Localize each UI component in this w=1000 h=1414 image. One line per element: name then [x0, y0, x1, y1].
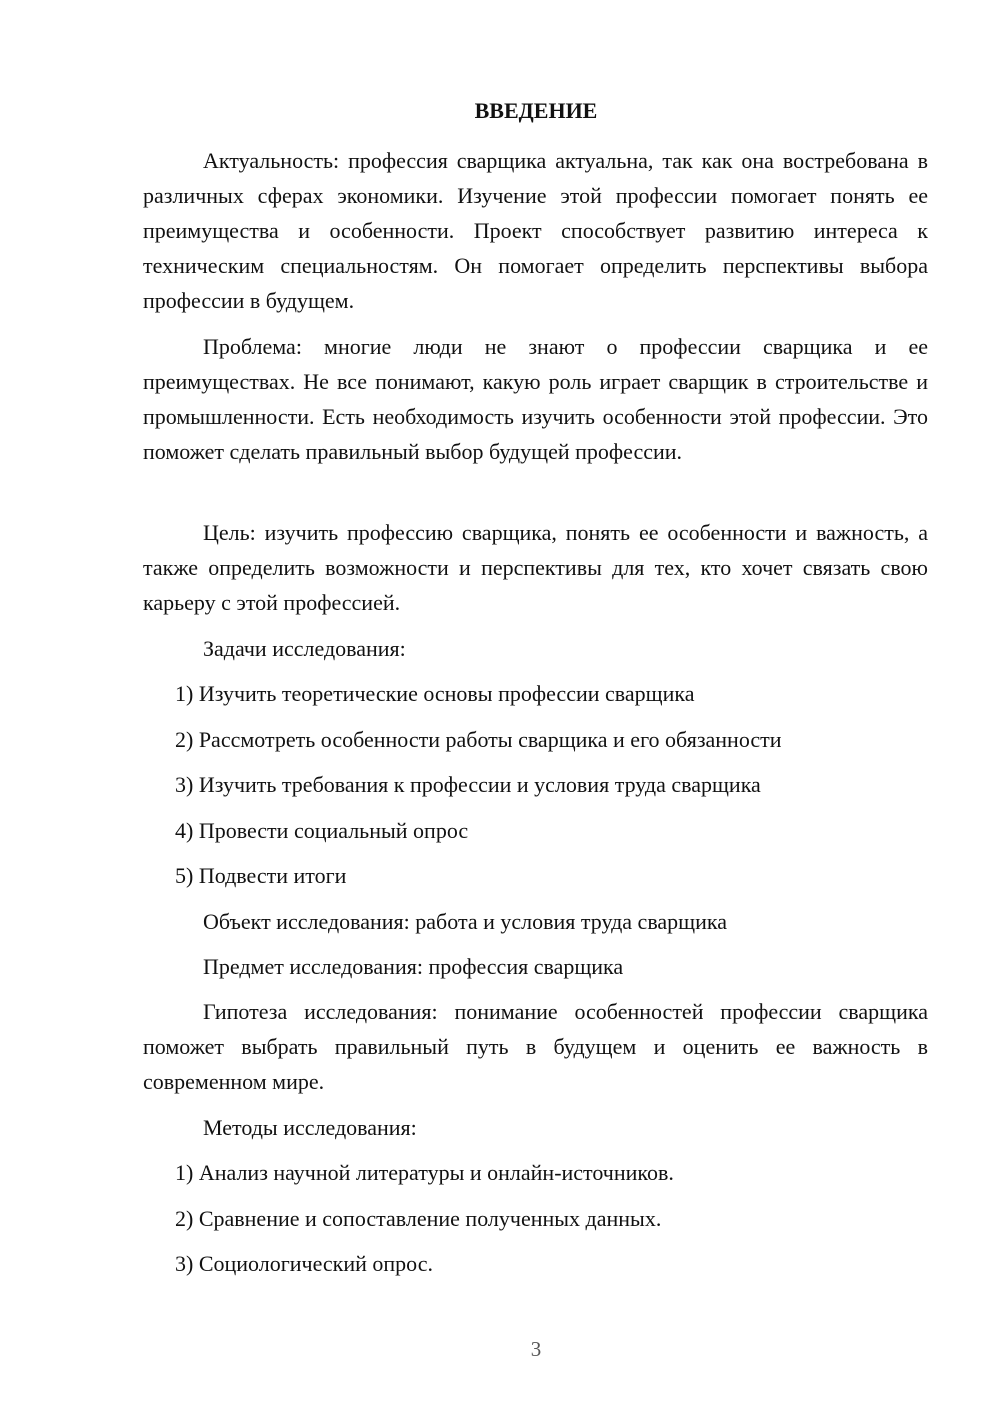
method-item: 3) Социологический опрос. [175, 1251, 433, 1276]
task-item: 4) Провести социальный опрос [175, 818, 469, 843]
goal-paragraph: Цель: изучить профессию сварщика, понять ее особенности и важность, а также определить возможности и перспективы для тех, кто хочет связать свою карьеру с этой профессией. [143, 520, 928, 615]
method-item: 1) Анализ научной литературы и онлайн-источников. [175, 1160, 674, 1185]
method-item: 2) Сравнение и сопоставление полученных данных. [175, 1206, 662, 1231]
tasks-heading: Задачи исследования: [203, 636, 406, 661]
task-item: 2) Рассмотреть особенности работы сварщика и его обязанности [175, 727, 782, 752]
task-item: 3) Изучить требования к профессии и условия труда сварщика [175, 772, 761, 797]
page-number: 3 [530, 1337, 542, 1361]
problem-paragraph: Проблема: многие люди не знают о профессии сварщика и ее преимуществах. Не все понимают, какую роль играет сварщик в строительстве и промышленности. Есть необходимость изучить особенности этой профессии. Это поможет сделать правильный выбор будущей профессии. [143, 334, 928, 464]
subject-line: Предмет исследования: профессия сварщика [203, 954, 624, 979]
hypothesis-paragraph: Гипотеза исследования: понимание особенностей профессии сварщика поможет выбрать правильный путь в будущем и оценить ее важность в современном мире. [143, 999, 928, 1094]
relevance-paragraph: Актуальность: профессия сварщика актуальна, так как она востребована в различных сферах экономики. Изучение этой профессии помогает понять ее преимущества и особенности. Проект способствует развитию интереса к техническим специальностям. Он помогает определить перспективы выбора профессии в будущем. [143, 148, 928, 313]
task-item: 1) Изучить теоретические основы профессии сварщика [175, 681, 695, 706]
task-item: 5) Подвести итоги [175, 863, 347, 888]
object-line: Объект исследования: работа и условия труда сварщика [203, 909, 728, 934]
section-title: ВВЕДЕНИЕ [474, 98, 598, 123]
methods-heading: Методы исследования: [203, 1115, 417, 1140]
